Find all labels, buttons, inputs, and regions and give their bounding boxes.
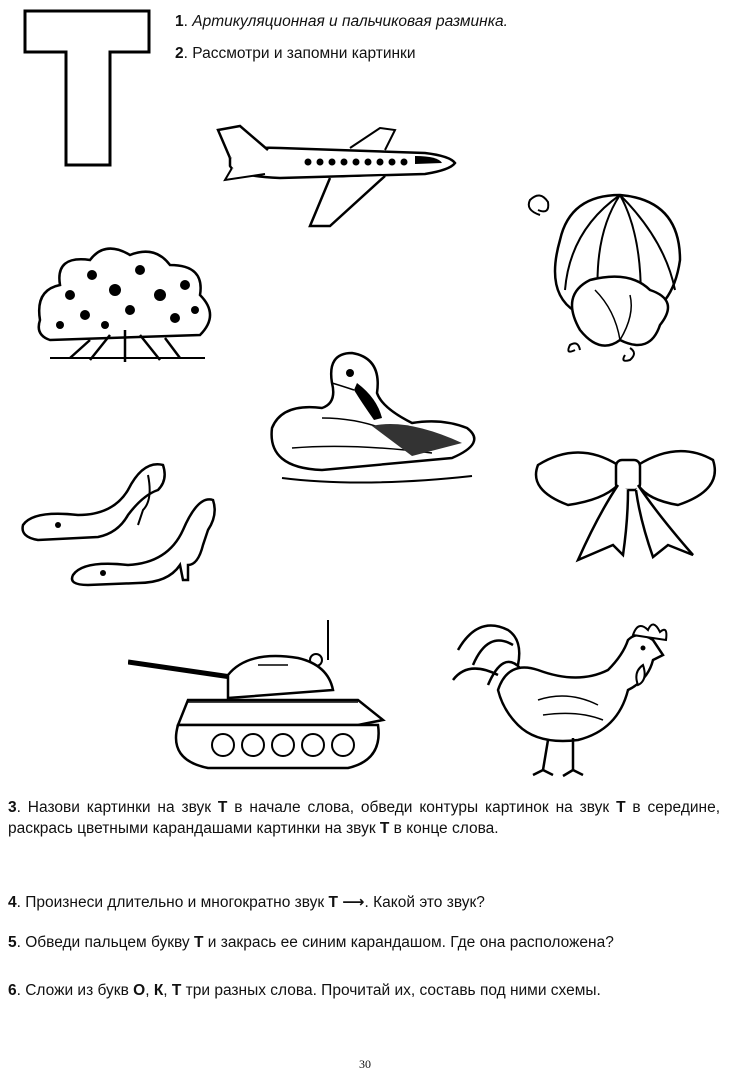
instruction-2: 2. Рассмотри и запомни картинки: [175, 45, 416, 62]
task-4: 4. Произнеси длительно и многократно звук Т ⟶. Какой это звук?: [8, 894, 485, 911]
tank-icon: [128, 620, 390, 775]
airplane-icon: [210, 108, 460, 233]
duck-icon: [262, 348, 487, 493]
big-letter-t: [22, 8, 152, 168]
task-6: 6. Сложи из букв О, К, Т три разных слова. Прочитай их, составь под ними схемы.: [8, 982, 601, 999]
instruction-1: 1. Артикуляционная и пальчиковая разминка.: [175, 13, 508, 30]
bush-icon: [30, 240, 220, 365]
task-3: 3. Назови картинки на звук Т в начале слова, обведи контуры картинок на звук Т в середине, раскрась цветными карандашами картинки на звук Т в конце слова.: [8, 799, 721, 837]
rooster-icon: [448, 610, 676, 780]
pumpkin-icon: [520, 180, 695, 365]
task-5: 5. Обведи пальцем букву Т и закрась ее синим карандашом. Где она расположена?: [8, 934, 614, 951]
arrow-right-icon: ⟶: [337, 894, 365, 911]
page-number: 30: [359, 1057, 371, 1071]
bow-icon: [528, 445, 723, 565]
shoes-icon: [18, 455, 218, 590]
